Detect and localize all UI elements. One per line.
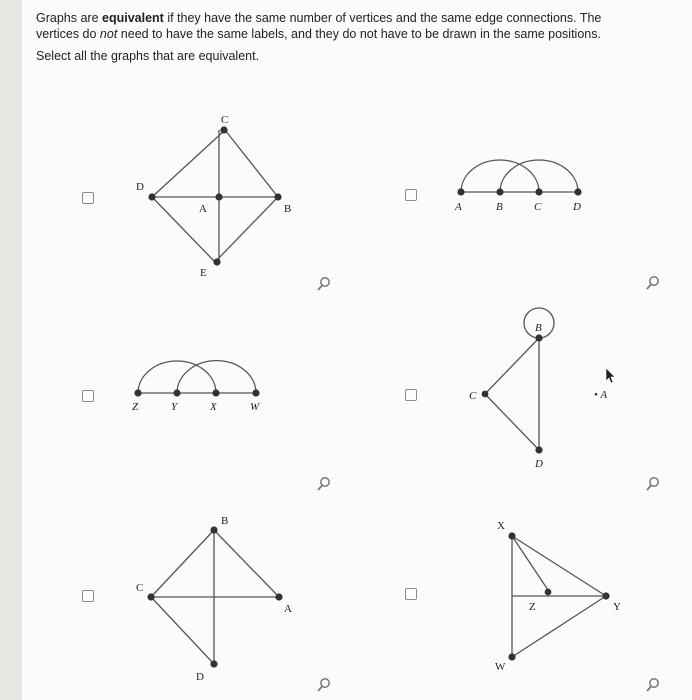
graph-1 — [152, 130, 278, 262]
graph-1-vertex-B — [274, 193, 281, 200]
graph-4-label-B: B — [535, 322, 542, 334]
graph-2-label-A: A — [455, 201, 462, 213]
graph-5-label-B: B — [221, 515, 229, 527]
graph-6 — [512, 536, 606, 657]
graph-2-vertex-B — [496, 188, 503, 195]
graph-6-vertex-Y — [602, 592, 609, 599]
graph-6-edge — [512, 596, 606, 657]
graph-4 — [485, 308, 554, 450]
graph-2-vertex-A — [457, 188, 464, 195]
graph-4-label-C: C — [469, 390, 477, 402]
graph-1-vertex-A — [215, 193, 222, 200]
graph-1-vertices — [148, 126, 281, 265]
graph-3-edge — [177, 361, 256, 393]
graph-4-edge — [485, 394, 539, 450]
graph-1-edge — [152, 130, 225, 197]
graph-2-vertex-C — [535, 188, 542, 195]
graph-6-label-W: W — [495, 661, 506, 673]
graph-3-label-W: W — [250, 401, 260, 413]
graph-4-edge — [485, 338, 539, 394]
graph-1-edge — [215, 197, 278, 262]
graph-5 — [151, 530, 279, 664]
prompt-emphasis: not — [99, 27, 118, 41]
graph-2-label-D: D — [573, 201, 581, 213]
graph-6-vertex-W — [508, 653, 515, 660]
graph-2 — [461, 160, 578, 192]
graph-1-label-E: E — [200, 267, 207, 279]
pointer-cursor-icon — [606, 368, 615, 383]
graph-5-vertex-A — [275, 593, 282, 600]
graph-4-vertex-B — [535, 334, 542, 341]
graph-4-label-D: D — [535, 458, 543, 470]
graph-3-vertex-W — [252, 389, 259, 396]
graph-5-label-D: D — [196, 671, 204, 683]
graph-5-edge — [214, 530, 279, 597]
graph-2-vertex-D — [574, 188, 581, 195]
graph-5-vertex-C — [147, 593, 154, 600]
graph-3 — [138, 361, 256, 393]
graph-6-vertex-Z — [545, 589, 552, 596]
graph-5-vertex-D — [210, 660, 217, 667]
graph-1-vertex-D — [148, 193, 155, 200]
graph-4-vertex-C — [482, 391, 489, 398]
prompt-bold-term: equivalent — [102, 11, 164, 25]
graph-5-vertex-B — [210, 526, 217, 533]
graph-5-edge — [151, 597, 214, 664]
prompt-text: Graphs are — [36, 11, 103, 25]
graph-3-label-Z: Z — [132, 401, 139, 413]
graph-4-vertex-D — [535, 446, 542, 453]
graph-1-edge — [225, 130, 278, 197]
prompt-text: vertices do — [36, 27, 100, 41]
graph-3-label-X: X — [210, 401, 217, 413]
graph-6-vertex-X — [508, 532, 515, 539]
graph-1-label-A: A — [199, 203, 207, 215]
graph-6-label-Y: Y — [613, 601, 621, 613]
graph-3-vertex-Y — [173, 389, 180, 396]
prompt-instruction: Select all the graphs that are equivalent. — [36, 49, 260, 63]
graph-6-edge — [512, 536, 606, 596]
graph-5-edge — [151, 530, 214, 597]
prompt-text: if they have the same number of vertices and the same edge connections. The — [163, 11, 602, 25]
graph-4-vertices — [482, 334, 543, 453]
graph-1-label-B: B — [284, 203, 292, 215]
graph-5-label-C: C — [136, 582, 144, 594]
graph-1-vertex-C — [220, 126, 227, 133]
graph-1-label-C: C — [221, 114, 229, 126]
graph-2-label-C: C — [534, 201, 542, 213]
graph-3-label-Y: Y — [171, 401, 178, 413]
graph-6-label-Z: Z — [529, 601, 536, 613]
graph-4-label-A: • A — [594, 389, 608, 401]
graph-1-vertex-E — [213, 258, 220, 265]
graph-5-label-A: A — [284, 603, 292, 615]
graph-6-label-X: X — [497, 520, 505, 532]
graph-1-label-D: D — [136, 181, 144, 193]
graph-6-edge — [512, 536, 548, 590]
prompt-text: need to have the same labels, and they do not have to be drawn in the same positions. — [117, 27, 601, 41]
graph-3-vertex-Z — [134, 389, 141, 396]
graph-3-vertex-X — [212, 389, 219, 396]
graph-2-label-B: B — [496, 201, 503, 213]
